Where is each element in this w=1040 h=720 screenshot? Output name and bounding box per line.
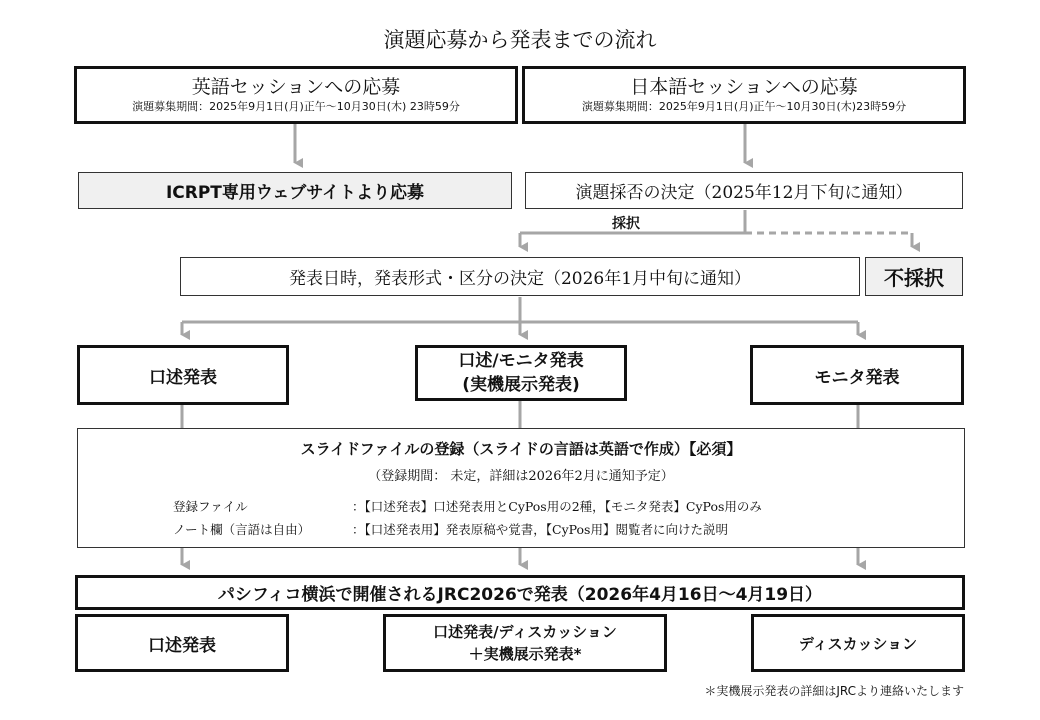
slide-registration-period: （登録期間： 未定，詳細は2026年2月に通知予定） bbox=[368, 469, 674, 484]
japanese-session-box bbox=[522, 66, 966, 124]
japanese-session-period: 演題募集期間：2025年9月1日(月)正午～10月30日(木)23時59分 bbox=[581, 100, 907, 113]
final-oral-discussion-line2: ＋実機展示発表* bbox=[468, 645, 582, 663]
monitor-presentation-box: モニタ発表 bbox=[750, 345, 964, 405]
final-oral-box: 口述発表 bbox=[75, 614, 289, 672]
english-session-period: 演題募集期間：2025年9月1日(月)正午～10月30日(木) 23時59分 bbox=[132, 100, 460, 113]
english-session-title: 英語セッションへの応募 bbox=[191, 76, 401, 98]
accepted-label: 採択 bbox=[612, 216, 640, 232]
page-title: 演題応募から発表までの流れ bbox=[383, 28, 657, 52]
registration-file-label: 登録ファイル bbox=[173, 499, 248, 514]
footnote: ＊実機展示発表の詳細はJRCより連絡いたします bbox=[704, 684, 964, 698]
icrpt-website-box: ICRPT専用ウェブサイトより応募 bbox=[78, 172, 512, 209]
final-oral-discussion-line1: 口述発表/ディスカッション bbox=[433, 623, 617, 641]
slide-registration-box bbox=[77, 428, 965, 548]
registration-file-value: ：【口述発表】口述発表用とCyPos用の2種，【モニタ発表】CyPos用のみ bbox=[352, 499, 762, 514]
oral-monitor-presentation-box bbox=[415, 345, 627, 401]
notes-field-value: ：【口述発表用】発表原稿や覚書，【CyPos用】閲覧者に向けた説明 bbox=[352, 522, 728, 537]
oral-monitor-line2: (実機展示発表) bbox=[462, 375, 580, 395]
japanese-session-title: 日本語セッションへの応募 bbox=[630, 76, 858, 98]
oral-monitor-line1: 口述/モニタ発表 bbox=[458, 351, 584, 371]
notes-field-label: ノート欄（言語は自由） bbox=[173, 522, 311, 537]
rejected-box: 不採択 bbox=[865, 257, 963, 296]
english-session-box bbox=[74, 66, 518, 124]
oral-presentation-box: 口述発表 bbox=[77, 345, 289, 405]
final-discussion-box: ディスカッション bbox=[751, 614, 965, 672]
final-oral-discussion-box bbox=[383, 614, 667, 672]
jrc-presentation-box: パシフィコ横浜で開催されるJRC2026で発表（2026年4月16日～4月19日） bbox=[75, 575, 965, 610]
slide-registration-title: スライドファイルの登録（スライドの言語は英語で作成）【必須】 bbox=[300, 440, 742, 458]
format-decision-box: 発表日時，発表形式・区分の決定（2026年1月中旬に通知） bbox=[180, 257, 860, 296]
acceptance-decision-box: 演題採否の決定（2025年12月下旬に通知） bbox=[525, 172, 963, 209]
